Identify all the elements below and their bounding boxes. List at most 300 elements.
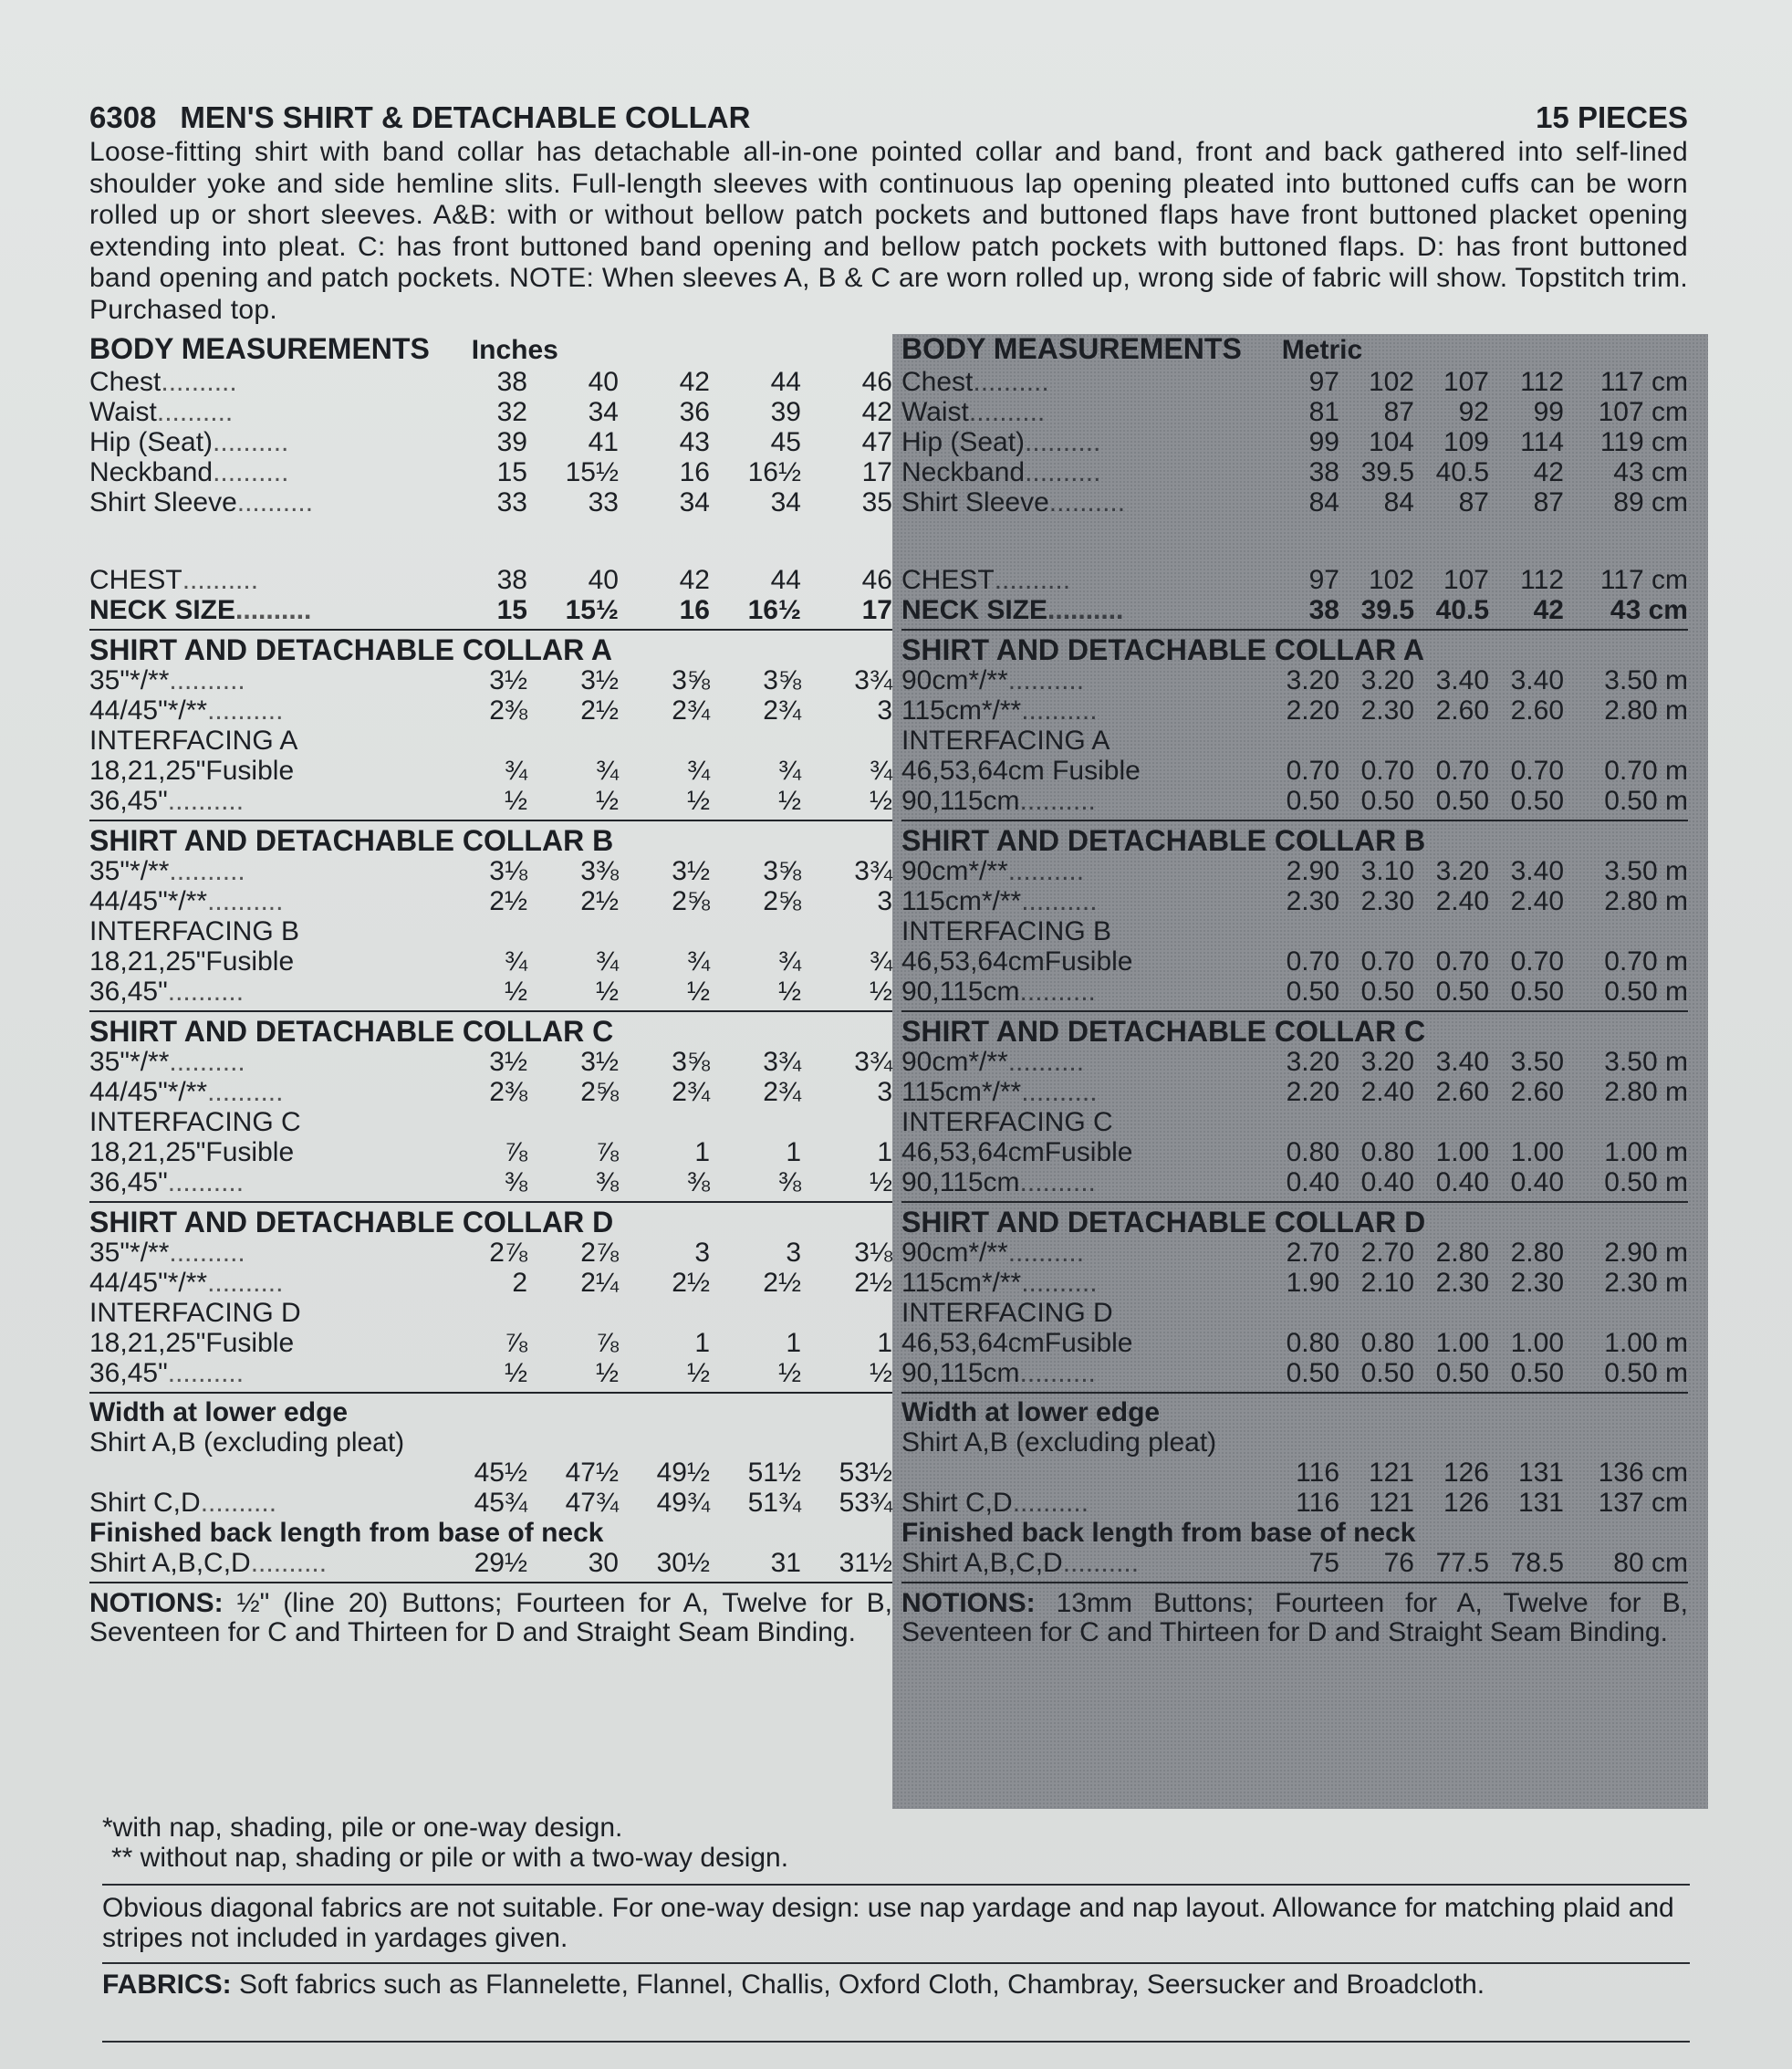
view-title: SHIRT AND DETACHABLE COLLAR A	[901, 633, 1424, 666]
value-cell: 84	[1383, 487, 1414, 517]
leader-dots: ..........	[968, 397, 1046, 427]
value-cell: 2⅜	[489, 1077, 527, 1107]
leader-dots: ..........	[182, 565, 259, 595]
footnote-without-nap: ** without nap, shading or pile or with a two-way design.	[111, 1843, 789, 1873]
value-cell: 2.90 m	[1604, 1238, 1688, 1268]
value-cell: 2⅝	[580, 1077, 619, 1107]
value-cell: ⅞	[595, 1137, 619, 1167]
row-label: Waist	[89, 397, 157, 427]
value-cell: ¾	[869, 756, 892, 786]
value-cell: 0.40	[1435, 1167, 1489, 1197]
value-cell: 116	[1296, 1458, 1339, 1488]
measure-row	[89, 786, 892, 816]
view-title: SHIRT AND DETACHABLE COLLAR D	[89, 1206, 614, 1238]
value-cell: 1	[694, 1137, 710, 1167]
value-cell: ¾	[777, 756, 801, 786]
measure-row	[901, 1548, 1688, 1578]
value-cell: 3⅝	[672, 665, 710, 695]
value-cell: 45¾	[474, 1488, 527, 1518]
value-cell: ½	[595, 786, 619, 816]
value-cell: 3.10	[1360, 856, 1414, 886]
row-values	[1266, 1077, 1688, 1107]
leader-dots: ..........	[156, 397, 234, 427]
measure-row	[89, 856, 892, 886]
value-cell: 47½	[565, 1458, 619, 1488]
value-cell: 2½	[763, 1268, 801, 1298]
leader-dots: ..........	[1021, 1268, 1098, 1298]
value-cell: 3.40	[1435, 1047, 1489, 1077]
row-values	[1266, 886, 1688, 916]
value-cell: 3.20	[1360, 665, 1414, 695]
value-cell: ½	[595, 1358, 619, 1388]
measure-row	[89, 946, 892, 977]
row-label: 18,21,25"Fusible	[89, 1328, 295, 1358]
measure-row	[89, 1548, 892, 1578]
value-cell: 109	[1443, 427, 1489, 457]
notions-heading: NOTIONS:	[901, 1588, 1036, 1618]
measure-row	[901, 695, 1688, 726]
row-label: Shirt Sleeve	[89, 487, 237, 517]
row-label: Hip (Seat)	[901, 427, 1026, 457]
row-label: 90cm*/**	[901, 1238, 1008, 1268]
value-cell: 0.50 m	[1604, 1358, 1688, 1388]
row-values	[1266, 1268, 1688, 1298]
value-cell: 0.80	[1360, 1328, 1414, 1358]
leader-dots: ..........	[167, 786, 245, 816]
value-cell: 2⅞	[580, 1238, 619, 1268]
value-cell: 31	[770, 1548, 801, 1578]
row-label: Shirt A,B,C,D	[89, 1548, 251, 1578]
value-cell: 39.5	[1360, 595, 1414, 625]
value-cell: 0.50	[1360, 786, 1414, 816]
value-cell: 45½	[474, 1458, 527, 1488]
value-cell: 117 cm	[1599, 565, 1688, 595]
value-cell: 15½	[565, 457, 619, 487]
width-ab-label: Shirt A,B (excluding pleat)	[89, 1427, 405, 1458]
value-cell: 0.80	[1286, 1328, 1339, 1358]
value-cell: 2½	[854, 1268, 892, 1298]
value-cell: 3.50	[1510, 1047, 1564, 1077]
value-cell: ¾	[686, 756, 710, 786]
value-cell: 31½	[839, 1548, 892, 1578]
value-cell: 38	[496, 367, 527, 397]
value-cell: 2.20	[1286, 1077, 1339, 1107]
measure-row	[901, 565, 1688, 595]
value-cell: 17	[861, 457, 892, 487]
value-cell: 35	[861, 487, 892, 517]
value-cell: 1.00 m	[1604, 1328, 1688, 1358]
value-cell: 0.70	[1286, 946, 1339, 977]
value-cell: 40.5	[1435, 457, 1489, 487]
value-cell: 92	[1458, 397, 1489, 427]
row-label: Shirt A,B,C,D	[901, 1548, 1063, 1578]
value-cell: 89 cm	[1613, 487, 1688, 517]
value-cell: 3¾	[854, 665, 892, 695]
measure-row	[89, 595, 892, 625]
row-values	[436, 1488, 892, 1518]
value-cell: 47¾	[565, 1488, 619, 1518]
interfacing-title: INTERFACING A	[89, 726, 298, 756]
measure-row	[901, 786, 1688, 816]
value-cell: 2	[512, 1268, 527, 1298]
leader-dots: ..........	[167, 1358, 245, 1388]
value-cell: 0.50	[1286, 1358, 1339, 1388]
row-label: NECK SIZE	[901, 595, 1048, 625]
value-cell: 44	[770, 367, 801, 397]
value-cell: ½	[777, 1358, 801, 1388]
interfacing-title: INTERFACING D	[89, 1298, 301, 1328]
value-cell: 3.50 m	[1604, 1047, 1688, 1077]
measure-row	[89, 695, 892, 726]
value-cell: 117 cm	[1599, 367, 1688, 397]
section-divider	[901, 1582, 1688, 1583]
value-cell: 104	[1368, 427, 1414, 457]
interfacing-title: INTERFACING D	[901, 1298, 1113, 1328]
row-label: NECK SIZE	[89, 595, 236, 625]
value-cell: 2.80 m	[1604, 1077, 1688, 1107]
row-values	[436, 856, 892, 886]
interfacing-title: INTERFACING B	[89, 916, 300, 946]
footnote-with-nap: *with nap, shading, pile or one-way design.	[102, 1813, 623, 1843]
row-label: CHEST	[901, 565, 995, 595]
value-cell: 3.40	[1435, 665, 1489, 695]
value-cell: 0.50 m	[1604, 786, 1688, 816]
value-cell: 53½	[839, 1458, 892, 1488]
value-cell: ½	[504, 977, 527, 1007]
value-cell: 42	[861, 397, 892, 427]
section-divider	[901, 820, 1688, 821]
value-cell: 3⅛	[854, 1238, 892, 1268]
measure-row	[89, 457, 892, 487]
value-cell: 76	[1383, 1548, 1414, 1578]
value-cell: 16½	[747, 457, 801, 487]
value-cell: 3.20	[1435, 856, 1489, 886]
leader-dots: ..........	[207, 886, 284, 916]
value-cell: 1	[877, 1137, 892, 1167]
section-header	[901, 334, 1688, 367]
row-values	[1266, 665, 1688, 695]
body-measurements-title: BODY MEASUREMENTS	[89, 332, 430, 365]
measure-row	[901, 856, 1688, 886]
interfacing-title: INTERFACING C	[901, 1107, 1113, 1137]
value-cell: 0.50	[1435, 977, 1489, 1007]
value-cell: 80 cm	[1613, 1548, 1688, 1578]
value-cell: 2.40	[1360, 1077, 1414, 1107]
row-values	[1266, 786, 1688, 816]
row-values	[436, 1358, 892, 1388]
measure-row	[901, 1358, 1688, 1388]
row-label: 90,115cm	[901, 786, 1020, 816]
measure-row	[901, 946, 1688, 977]
value-cell: 1	[877, 1328, 892, 1358]
row-label: 36,45"	[89, 1167, 168, 1197]
value-cell: 3½	[580, 1047, 619, 1077]
value-cell: 0.40	[1286, 1167, 1339, 1197]
value-cell: 43 cm	[1613, 457, 1688, 487]
row-values	[436, 1328, 892, 1358]
row-values	[436, 1458, 892, 1488]
unit-label: Metric	[1281, 335, 1363, 365]
value-cell: 2¾	[763, 1077, 801, 1107]
value-cell: ⅞	[504, 1137, 527, 1167]
metric-table	[901, 334, 1688, 1647]
value-cell: 2⅝	[763, 886, 801, 916]
row-values	[436, 1238, 892, 1268]
value-cell: 16	[679, 595, 710, 625]
value-cell: ¾	[595, 756, 619, 786]
leader-dots: ..........	[200, 1488, 277, 1518]
row-values	[436, 427, 892, 457]
value-cell: 2.80	[1510, 1238, 1564, 1268]
value-cell: 3.40	[1510, 665, 1564, 695]
notions-heading: NOTIONS:	[89, 1588, 224, 1618]
value-cell: 2¾	[672, 695, 710, 726]
value-cell: 16½	[747, 595, 801, 625]
measure-row	[901, 1458, 1688, 1488]
value-cell: 0.50	[1435, 1358, 1489, 1388]
row-values	[1266, 856, 1688, 886]
notions-text: ½" (line 20) Buttons; Fourteen for A, Twelve for B, Seventeen for C and Thirteen for D and Straight Seam Binding.	[89, 1588, 892, 1647]
value-cell: 3⅝	[672, 1047, 710, 1077]
value-cell: 99	[1533, 397, 1564, 427]
row-values	[1266, 487, 1688, 517]
value-cell: 0.70	[1360, 756, 1414, 786]
row-values	[1266, 595, 1688, 625]
leader-dots: ..........	[1025, 427, 1101, 457]
row-values	[436, 786, 892, 816]
value-cell: 0.80	[1360, 1137, 1414, 1167]
leader-dots: ..........	[1007, 856, 1085, 886]
row-label: 36,45"	[89, 977, 168, 1007]
row-values	[1266, 1137, 1688, 1167]
row-label: Neckband	[901, 457, 1026, 487]
value-cell: 34	[588, 397, 619, 427]
value-cell: 2.80 m	[1604, 695, 1688, 726]
pattern-description: Loose-fitting shirt with band collar has detachable all-in-one pointed collar and band, front and back gathered into self-lined shoulder yoke and side hemline slits. Full-length sleeves with continuous lap opening pleated into buttoned cuffs can be worn rolled up or short sleeves. A&B: with or without bellow patch pockets and buttoned flaps have front buttoned placket opening extending into pleat. C: has front buttoned band opening and bellow patch pockets with buttoned flaps. D: has front buttoned band opening and patch pockets. NOTE: When sleeves A, B & C are worn rolled up, wrong side of fabric will show. Topstitch trim. Purchased top.	[89, 137, 1688, 325]
value-cell: 97	[1308, 565, 1339, 595]
leader-dots: ..........	[250, 1548, 328, 1578]
interfacing-title: INTERFACING B	[901, 916, 1112, 946]
value-cell: ½	[869, 1167, 892, 1197]
value-cell: 102	[1368, 367, 1414, 397]
leader-dots: ..........	[1062, 1548, 1140, 1578]
value-cell: 121	[1368, 1458, 1414, 1488]
row-values	[1266, 1488, 1688, 1518]
leader-dots: ..........	[213, 427, 289, 457]
section-divider	[901, 1392, 1688, 1394]
row-values	[1266, 457, 1688, 487]
value-cell: ½	[777, 786, 801, 816]
value-cell: 116	[1296, 1488, 1339, 1518]
value-cell: 40	[588, 367, 619, 397]
value-cell: 3½	[580, 665, 619, 695]
value-cell: 3.20	[1286, 1047, 1339, 1077]
leader-dots: ..........	[169, 665, 245, 695]
pattern-number: 6308	[89, 100, 157, 134]
spacer	[89, 517, 892, 565]
value-cell: 2.30 m	[1604, 1268, 1688, 1298]
row-label: Shirt C,D	[89, 1488, 201, 1518]
diagonal-note: Obvious diagonal fabrics are not suitable. For one-way design: use nap yardage and nap layout. Allowance for matching plaid and stripes not included in yardages given.	[102, 1893, 1674, 1953]
value-cell: 0.70	[1286, 756, 1339, 786]
row-label: 44/45"*/**	[89, 886, 208, 916]
value-cell: 0.50	[1510, 1358, 1564, 1388]
value-cell: ¾	[504, 756, 527, 786]
row-values	[436, 695, 892, 726]
row-label: 35"*/**	[89, 1047, 170, 1077]
value-cell: 2.30	[1510, 1268, 1564, 1298]
value-cell: 42	[1533, 457, 1564, 487]
row-label: Neckband	[89, 457, 214, 487]
measure-row	[89, 1488, 892, 1518]
measure-row	[901, 1077, 1688, 1107]
back-length-title: Finished back length from base of neck	[89, 1518, 604, 1548]
leader-dots: ..........	[169, 1047, 245, 1077]
value-cell: 38	[1308, 595, 1339, 625]
measure-row	[901, 1488, 1688, 1518]
row-values	[436, 1137, 892, 1167]
value-cell: 2.60	[1510, 1077, 1564, 1107]
value-cell: 3⅝	[763, 665, 801, 695]
value-cell: 0.50 m	[1604, 1167, 1688, 1197]
value-cell: 51¾	[747, 1488, 801, 1518]
value-cell: 107 cm	[1598, 397, 1688, 427]
section-header	[89, 334, 892, 367]
value-cell: 40	[588, 565, 619, 595]
value-cell: 1.90	[1286, 1268, 1339, 1298]
value-cell: 112	[1520, 565, 1564, 595]
value-cell: 2.70	[1286, 1238, 1339, 1268]
row-label: 44/45"*/**	[89, 1077, 208, 1107]
value-cell: 1.00 m	[1604, 1137, 1688, 1167]
value-cell: 0.80	[1286, 1137, 1339, 1167]
measure-row	[901, 665, 1688, 695]
row-values	[1266, 695, 1688, 726]
leader-dots: ..........	[207, 1077, 284, 1107]
value-cell: 1	[786, 1137, 801, 1167]
fabrics-text: Soft fabrics such as Flannelette, Flannel, Challis, Oxford Cloth, Chambray, Seersucker and Broadcloth.	[239, 1970, 1485, 2000]
measure-row	[901, 886, 1688, 916]
value-cell: 46	[861, 367, 892, 397]
measure-row	[89, 756, 892, 786]
leader-dots: ..........	[1019, 977, 1096, 1007]
row-values	[436, 665, 892, 695]
fabrics-note	[102, 1970, 1690, 2000]
value-cell: 3.50 m	[1604, 856, 1688, 886]
row-values	[436, 367, 892, 397]
value-cell: 2⅞	[489, 1238, 527, 1268]
measure-row	[901, 977, 1688, 1007]
back-length-title: Finished back length from base of neck	[901, 1518, 1416, 1548]
row-values	[1266, 756, 1688, 786]
leader-dots: ..........	[1007, 1047, 1085, 1077]
measure-row	[89, 665, 892, 695]
measure-row	[89, 977, 892, 1007]
measure-row	[901, 1238, 1688, 1268]
value-cell: 17	[861, 595, 892, 625]
measure-row	[901, 1047, 1688, 1077]
width-ab-label: Shirt A,B (excluding pleat)	[901, 1427, 1217, 1458]
value-cell: 39	[770, 397, 801, 427]
value-cell: ⅜	[504, 1167, 527, 1197]
row-values	[436, 1167, 892, 1197]
value-cell: ½	[504, 1358, 527, 1388]
value-cell: 41	[588, 427, 619, 457]
measure-row	[901, 1268, 1688, 1298]
section-divider	[89, 1582, 892, 1583]
section-divider	[901, 1201, 1688, 1203]
spacer	[901, 517, 1688, 565]
row-values	[1266, 1458, 1688, 1488]
value-cell: 2½	[580, 886, 619, 916]
measure-row	[901, 1328, 1688, 1358]
value-cell: 87	[1458, 487, 1489, 517]
value-cell: 3¾	[854, 1047, 892, 1077]
value-cell: 0.70	[1435, 756, 1489, 786]
value-cell: ¾	[595, 946, 619, 977]
value-cell: 2.80 m	[1604, 886, 1688, 916]
value-cell: 126	[1443, 1488, 1489, 1518]
value-cell: 0.70	[1435, 946, 1489, 977]
interfacing-title: INTERFACING A	[901, 726, 1110, 756]
value-cell: 87	[1533, 487, 1564, 517]
value-cell: 2.40	[1510, 886, 1564, 916]
value-cell: 136 cm	[1598, 1458, 1688, 1488]
value-cell: ½	[595, 977, 619, 1007]
row-label: Shirt Sleeve	[901, 487, 1049, 517]
value-cell: ½	[777, 977, 801, 1007]
value-cell: 3⅝	[763, 856, 801, 886]
row-values	[436, 397, 892, 427]
value-cell: 131	[1517, 1488, 1564, 1518]
value-cell: 112	[1520, 367, 1564, 397]
value-cell: 34	[679, 487, 710, 517]
value-cell: 0.70	[1510, 946, 1564, 977]
row-values	[436, 756, 892, 786]
measure-row	[901, 1167, 1688, 1197]
view-title: SHIRT AND DETACHABLE COLLAR C	[901, 1015, 1426, 1048]
measure-row	[89, 1047, 892, 1077]
value-cell: 75	[1308, 1548, 1339, 1578]
divider	[102, 1962, 1690, 1964]
row-values	[1266, 1238, 1688, 1268]
value-cell: 47	[861, 427, 892, 457]
measure-row	[89, 427, 892, 457]
section-divider	[89, 820, 892, 821]
value-cell: 87	[1383, 397, 1414, 427]
value-cell: 2⅜	[489, 695, 527, 726]
value-cell: 119 cm	[1599, 427, 1688, 457]
leader-dots: ..........	[207, 1268, 284, 1298]
leader-dots: ..........	[1007, 1238, 1085, 1268]
section-divider	[89, 629, 892, 631]
value-cell: 121	[1368, 1488, 1414, 1518]
value-cell: 84	[1308, 487, 1339, 517]
value-cell: 44	[770, 565, 801, 595]
measure-row	[89, 1358, 892, 1388]
view-title: SHIRT AND DETACHABLE COLLAR D	[901, 1206, 1426, 1238]
measure-row	[89, 1137, 892, 1167]
row-values	[1266, 367, 1688, 397]
row-values	[1266, 1548, 1688, 1578]
row-label: 90,115cm	[901, 1358, 1020, 1388]
value-cell: ⅜	[686, 1167, 710, 1197]
leader-dots: ..........	[1021, 695, 1098, 726]
measure-row	[901, 756, 1688, 786]
value-cell: ½	[869, 786, 892, 816]
value-cell: 2.90	[1286, 856, 1339, 886]
leader-dots: ..........	[161, 367, 237, 397]
